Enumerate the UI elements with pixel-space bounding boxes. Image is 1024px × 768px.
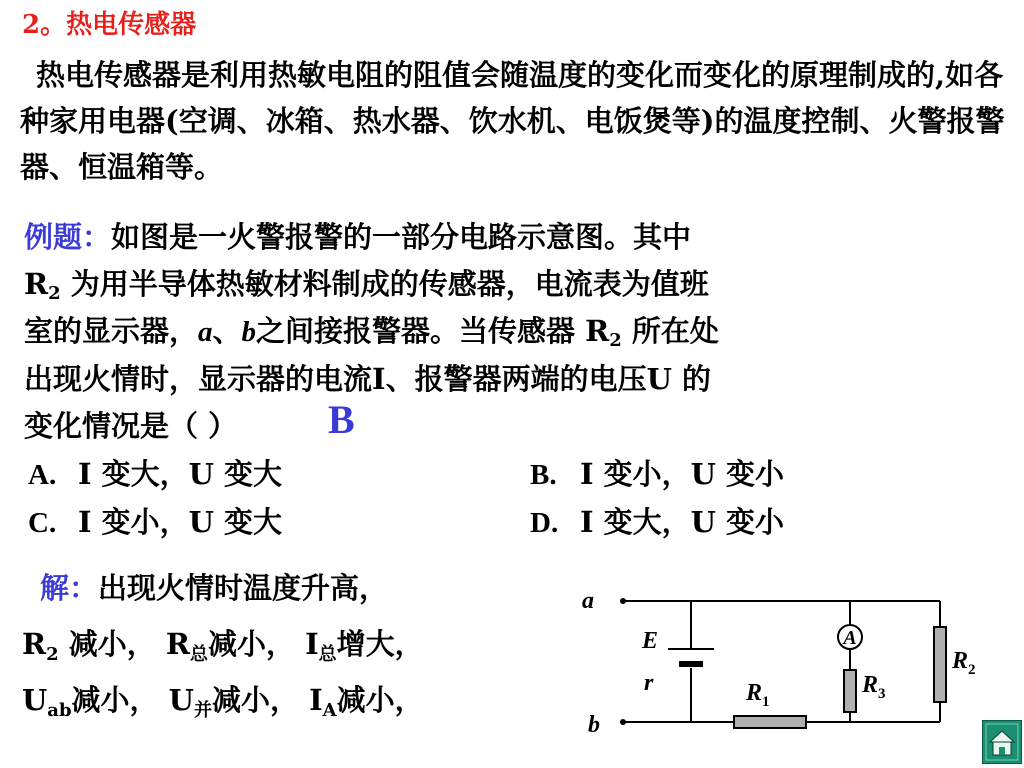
terminal-a-dot (620, 598, 626, 604)
question-block: 例题：如图是一火警报警的一部分电路示意图。其中 $R_2$ 为用半导体热敏材料制成的传感器，电流表为值班 室的显示器，a、b之间接报警器。当传感器 $R_2$ 所在处 出现火情时，显示器的电流I、报警器两端的电压U 的 变化情况是（ ） (24, 220, 719, 443)
var-b: b (241, 316, 257, 348)
question-r2-b: $R_2$ (585, 314, 622, 351)
question-r2: $R_2$ (24, 267, 61, 304)
solution-line2: $R_2$ 减小， $R_总$减小， $I_总$增大， (22, 627, 424, 665)
question-line4: 出现火情时，显示器的电流I、报警器两端的电压U 的 (24, 362, 711, 396)
option-b: B. I 变小，U 变小 (530, 457, 785, 491)
intro-paragraph (20, 52, 1010, 190)
circuit-diagram (560, 580, 1000, 760)
internal-r-label: r (644, 670, 654, 696)
var-a: a (198, 316, 213, 348)
home-button[interactable] (982, 720, 1022, 764)
question-label: 例题： (24, 220, 112, 254)
question-line5: 变化情况是（ ） (24, 409, 238, 443)
home-icon (983, 721, 1021, 763)
emf-label: E (642, 628, 659, 654)
solution-line1: 解：出现火情时温度升高， (40, 571, 389, 605)
solution-line3: $U_{ab}$减小， $U_并$减小， $I_A$减小， (22, 683, 424, 721)
answer-mark: B (328, 397, 355, 442)
resistor-r3 (844, 670, 856, 712)
ammeter-label: A (843, 627, 857, 649)
solution-label: 解： (40, 571, 99, 605)
option-d: D. I 变大，U 变小 (530, 505, 785, 539)
option-a: A. I 变大，U 变大 (28, 457, 283, 491)
terminal-b-dot (620, 719, 626, 725)
question-line2: 为用半导体热敏材料制成的传感器，电流表为值班 (60, 267, 709, 301)
question-line3a: 室的显示器， (24, 314, 199, 348)
intro-text: 热电传感器是利用热敏电阻的阻值会随温度的变化而变化的原理制成的,如各种家用电器(空调、冰箱、热水器、饮水机、电饭煲等)的温度控制、火警报警器、恒温箱等。 (20, 58, 1005, 184)
resistor-r2 (934, 627, 946, 702)
question-line3c: 所在处 (621, 314, 719, 348)
resistor-r1 (734, 716, 806, 728)
r1-label: $R_1$ (746, 680, 770, 710)
r3-label: $R_3$ (862, 672, 886, 702)
option-c: C. I 变小，U 变大 (28, 505, 283, 539)
question-line3b: 之间接报警器。当传感器 (256, 314, 586, 348)
question-line1: 如图是一火警报警的一部分电路示意图。其中 (111, 220, 692, 254)
section-title: 2。热电传感器 (22, 10, 197, 40)
node-b-label: b (588, 712, 600, 738)
r2-label: $R_2$ (952, 648, 976, 678)
node-a-label: a (582, 588, 594, 614)
